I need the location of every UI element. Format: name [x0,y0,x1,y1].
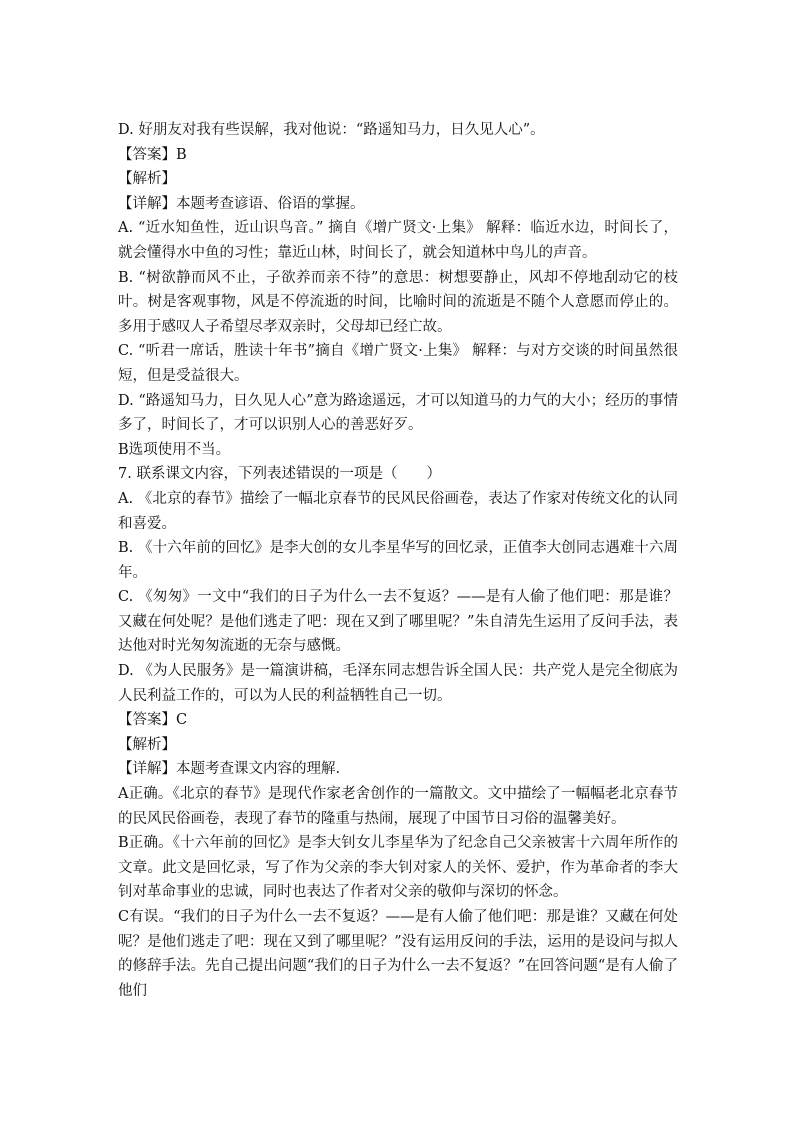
question-7: 7. 联系课文内容，下列表述错误的一项是（ ） [118,466,441,483]
conclusion: B选项使用不当。 [118,441,231,458]
explanation-d: D. “路遥知马力，日久见人心”意为路途遥远，才可以知道马的力气的大小；经历的事情多了，时间长了，才可以识别人心的善恶好歹。 [118,392,678,434]
question-7-option-d: D. 《为人民服务》是一篇演讲稿，毛泽东同志想告诉全国人民：共产党人是完全彻底为人民利益工作的，可以为人民的利益牺牲自己一切。 [118,663,678,704]
analysis-a: A正确。《北京的春节》是现代作家老舍创作的一篇散文。文中描绘了一幅幅老北京春节的民风民俗画卷，表现了春节的隆重与热闹，展现了中国节日习俗的温馨美好。 [118,786,678,827]
option-d-line: D. 好朋友对我有些误解，我对他说：“路遥知马力，日久见人心”。 [118,122,545,138]
answer-label: 【答案】B [118,146,187,163]
explanation-a: A. “近水知鱼性，近山识鸟音。” 摘自《增广贤文·上集》 解释：临近水边，时间长了，就会懂得水中鱼的习性；靠近山林，时间长了，就会知道林中鸟儿的声音。 [118,220,678,261]
explanation-b: B. “树欲静而风不止，子欲养而亲不待”的意思：树想要静止，风却不停地刮动它的枝叶。树是客观事物，风是不停流逝的时间，比喻时间的流逝是不随个人意愿而停止的。多用于感叹人子希望尽孝双亲时，父母却已经亡故。 [118,269,678,335]
question-7-option-b: B. 《十六年前的回忆》是李大创的女儿李星华写的回忆录，正值李大创同志遇难十六周年。 [118,540,678,581]
question-7-option-c: C. 《匆匆》一文中“我们的日子为什么一去不复返？——是有人偷了他们吧：那是谁？又藏在何处呢？是他们逃走了吧：现在又到了哪里呢？”朱自清先生运用了反问手法，表达他对时光匆匆流逝的无奈与感慨。 [118,589,678,655]
analysis-label-2: 【解析】 [118,736,176,753]
analysis-b: B正确。《十六年前的回忆》是李大钊女儿李星华为了纪念自己父亲被害十六周年所作的文章。此文是回忆录，写了作为父亲的李大钊对家人的关怀、爱护，作为革命者的李大钊对革命事业的忠诚，同时也表达了作者对父亲的敬仰与深切的怀念。 [118,835,678,901]
detail-intro-2: 【详解】本题考查课文内容的理解. [118,761,341,778]
analysis-label: 【解析】 [118,171,176,188]
document-body [118,118,678,1003]
answer-label-2: 【答案】C [118,712,188,729]
analysis-c: C有误。“我们的日子为什么一去不复返？——是有人偷了他们吧：那是谁？又藏在何处呢？是他们逃走了吧：现在又到了哪里呢？”没有运用反问的手法，运用的是设问与拟人的修辞手法。先自己提出问题“我们的日子为什么一去不复返？”在回答问题“是有人偷了他们 [118,909,678,999]
question-7-option-a: A. 《北京的春节》描绘了一幅北京春节的民风民俗画卷，表达了作家对传统文化的认同和喜爱。 [118,490,678,532]
detail-intro: 【详解】本题考查谚语、俗语的掌握。 [118,195,365,212]
explanation-c: C. “听君一席话，胜读十年书”摘自《增广贤文·上集》 解释：与对方交谈的时间虽然很短，但是受益很大。 [118,343,678,384]
